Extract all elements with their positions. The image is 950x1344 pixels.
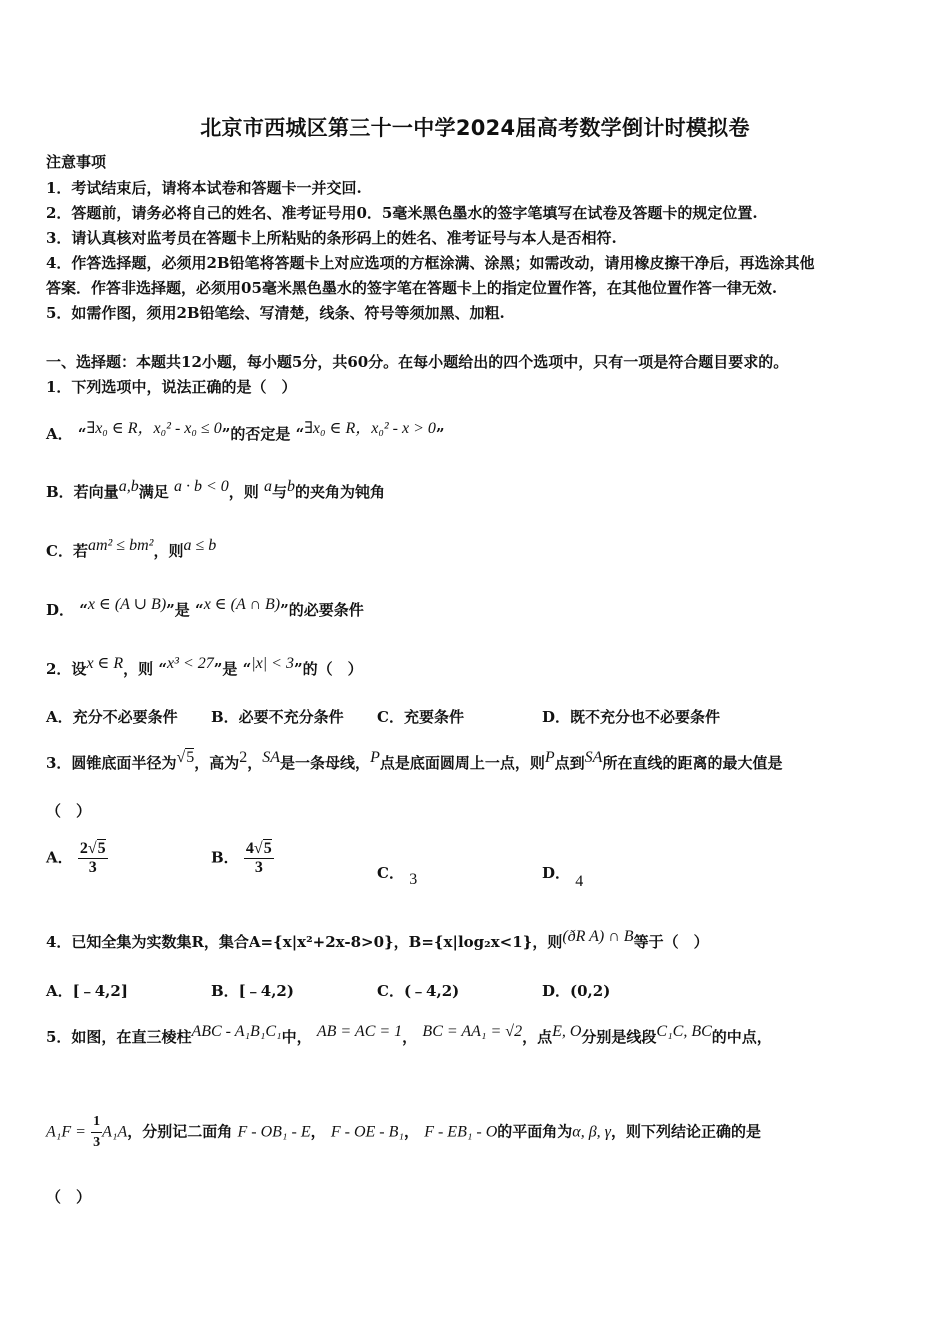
q5-t2: ， [402,1028,418,1046]
q5-e1: ABC - A₁B₁C₁ [191,1023,282,1040]
q1-b-expr: a · b < 0 [173,478,229,495]
q3-e6: SA [584,749,603,766]
q1-option-d [46,596,904,621]
q4-option-a: A．[﹣4,2] [46,982,128,1000]
notice-item-2: 2．答题前，请务必将自己的姓名、准考证号用0．5毫米黑色墨水的签字笔填写在试卷及答题卡的规定位置. [46,204,758,222]
q1-d-quote-close: ” [166,601,175,619]
q1-d-quote-open: “ [79,601,88,619]
q1-d-expr2: x ∈ (A ∩ B) [203,596,281,613]
q3-e1: 5 [186,749,195,766]
q5-t7: ， [310,1122,326,1141]
q1-a-mid: 的否定是 [230,425,291,443]
notice-item-5: 5．如需作图，须用2B铅笔绘、写清楚，线条、符号等须加黑、加粗. [46,304,505,322]
q1-c-expr2: a ≤ b [183,537,217,554]
q2-e2: x³ < 27 [167,655,214,672]
q1-b-t2: ，则 [228,483,259,501]
q2-quote-close: ” [213,660,223,678]
page-title: 北京市西城区第三十一中学2024届高考数学倒计时模拟卷 [200,116,750,140]
q1-a-quote-open-2: “ [295,425,305,443]
q5-stem [46,1023,904,1048]
q2-t3: 的（ ） [302,660,363,678]
q2-option-b: B．必要不充分条件 [211,708,344,726]
q2-stem [46,655,904,680]
q3-t3: 是一条母线， [280,754,371,772]
q3-a-frac: $\frac{2√5}{3}$ [79,840,106,876]
q2-t0: 2．设 [46,660,87,678]
q5-t4: 分别是线段 [581,1028,657,1046]
q3-e1-sqrt: √5 [176,749,195,766]
q2-quote-close-2: ” [293,660,303,678]
q5-frac-num: 1 [91,1112,102,1133]
q3-a-den: 3 [88,859,97,876]
q5-t8: ， [403,1122,419,1141]
q1-d-quote-close-2: ” [280,601,289,619]
q3-a-coef: 2 [79,840,88,857]
notice-item-3: 3．请认真核对监考员在答题卡上所粘贴的条形码上的姓名、准考证号与本人是否相符. [46,229,617,247]
q5-e3: BC = AA₁ = √2 [422,1023,523,1040]
q3-a-label: A． [46,848,73,867]
q3-paren: （ ） [46,802,92,820]
q5-paren: （ ） [46,1188,92,1206]
q2-t2: 是 [222,660,238,678]
q1-a-quote-open: “ [77,425,87,443]
q4-expr: (ðR A) ∩ B [562,928,634,945]
q3-stem [46,749,904,774]
q2-option-c: C．充要条件 [377,708,464,726]
section-heading: 一、选择题：本题共12小题，每小题5分，共60分。在每小题给出的四个选项中，只有一项是符合题目要求的。 [46,353,789,371]
q1-b-t1: 满足 [138,483,169,501]
q5-frac [91,1112,102,1153]
q2-t1: ，则 [123,660,154,678]
q1-a-expr2: ∃x₀ ∈ R，x₀² - x > 0 [304,420,436,437]
q2-option-a: A．充分不必要条件 [46,708,178,726]
notice-item-4-cont: 答案．作答非选择题，必须用05毫米黑色墨水的签字笔在答题卡上的指定位置作答，在其他位置作答一律无效. [46,279,778,297]
q3-c-label: C． [377,864,404,882]
q5-t6: ，分别记二面角 [127,1122,233,1141]
q3-option-a [46,840,108,877]
q5-t1: 中， [281,1028,312,1046]
q3-d-val: 4 [575,873,584,890]
q5-e10: α, β, γ [572,1123,611,1141]
q1-a-quote-close: ” [221,425,231,443]
q4-option-c: C．(﹣4,2) [377,982,460,1000]
q3-e5: P [544,749,555,766]
q3-b-frac: $\frac{4√5}{3}$ [245,840,272,876]
q5-t5: 的中点， [711,1028,772,1046]
q2-e1: x ∈ R [86,655,124,672]
q3-option-c [377,862,418,888]
q5-frac-den: 3 [93,1135,101,1150]
q4-stem [46,928,904,953]
q4-option-b: B．[﹣4,2) [211,982,294,1000]
q5-e2: AB = AC = 1 [316,1023,403,1040]
q1-b-t3: 与 [271,483,287,501]
q3-e2: 2 [239,749,248,766]
q5-stem-cont [46,1112,904,1153]
q1-d-t2: 的必要条件 [288,601,364,619]
q3-a-rad: 5 [97,840,106,857]
q1-d-quote-open-2: “ [195,601,204,619]
q5-e7: F - OB₁ - E [237,1123,311,1141]
q5-e4: E, O [552,1023,582,1040]
q3-b-coef: 4 [245,840,254,857]
q3-b-rad: 5 [263,840,272,857]
q3-option-b [211,840,274,877]
q5-e5: C₁C, BC [656,1023,712,1040]
q5-t10: ，则下列结论正确的是 [610,1122,761,1141]
q5-e6a: A₁F = [46,1123,86,1141]
q1-b-b: b [287,478,295,495]
q1-a-label: A． [46,425,73,443]
q1-option-c [46,537,904,562]
q3-t4: 点是底面圆周上一点，则 [379,754,545,772]
q2-quote-open: “ [158,660,168,678]
q5-e8: F - OE - B₁ [330,1123,404,1141]
q1-b-t4: 的夹角为钝角 [295,483,386,501]
q5-t9: 的平面角为 [497,1122,573,1141]
q3-e4: P [370,749,380,766]
q1-d-t1: 是 [174,601,190,619]
q1-c-t1: ，则 [153,542,184,560]
q3-t6: 所在直线的距离的最大值是 [602,754,783,772]
q4-option-d: D．(0,2) [542,982,611,1000]
notice-item-4: 4．作答选择题，必须用2B铅笔将答题卡上对应选项的方框涂满、涂黑；如需改动，请用橡皮擦干净后，再选涂其他 [46,254,815,272]
q1-b-ab: a,b [118,478,139,495]
q5-t3: ，点 [522,1028,553,1046]
q1-c-expr1: am² ≤ bm² [87,537,154,554]
q2-quote-open-2: “ [242,660,252,678]
q3-t2: ， [247,754,263,772]
q2-option-d: D．既不充分也不必要条件 [542,708,721,726]
q1-d-label: D． [46,601,75,619]
q4-stem-text: 4．已知全集为实数集R，集合A={x|x²+2x-8>0}，B={x|log₂x<1}，则 [46,933,563,951]
q1-b-label: B．若向量 [46,483,119,501]
q3-e3: SA [262,749,281,766]
q1-c-label: C．若 [46,542,88,560]
notice-item-1: 1．考试结束后，请将本试卷和答题卡一并交回. [46,179,362,197]
q3-b-den: 3 [254,859,263,876]
q3-t1: ，高为 [194,754,240,772]
q1-option-a [46,420,904,445]
q1-d-expr1: x ∈ (A ∪ B) [87,596,167,613]
q3-d-label: D． [542,864,571,882]
q3-c-val: 3 [409,871,418,888]
q2-e3: |x| < 3 [251,655,294,672]
q1-option-b [46,478,904,503]
q1-stem: 1．下列选项中，说法正确的是（ ） [46,378,297,396]
q1-a-quote-close-2: ” [435,425,445,443]
q5-t0: 5．如图，在直三棱柱 [46,1028,192,1046]
q3-t0: 3．圆锥底面半径为 [46,754,177,772]
q3-b-label: B． [211,848,239,867]
q5-e6b: A₁A [102,1123,128,1141]
q5-e9: F - EB₁ - O [424,1123,498,1141]
q4-tail: 等于（ ） [633,933,709,951]
notice-heading: 注意事项 [46,153,107,171]
q3-t5: 点到 [554,754,585,772]
q3-option-d [542,862,584,890]
q1-b-a: a [263,478,272,495]
q1-a-expr1: ∃x₀ ∈ R，x₀² - x₀ ≤ 0 [86,420,222,437]
